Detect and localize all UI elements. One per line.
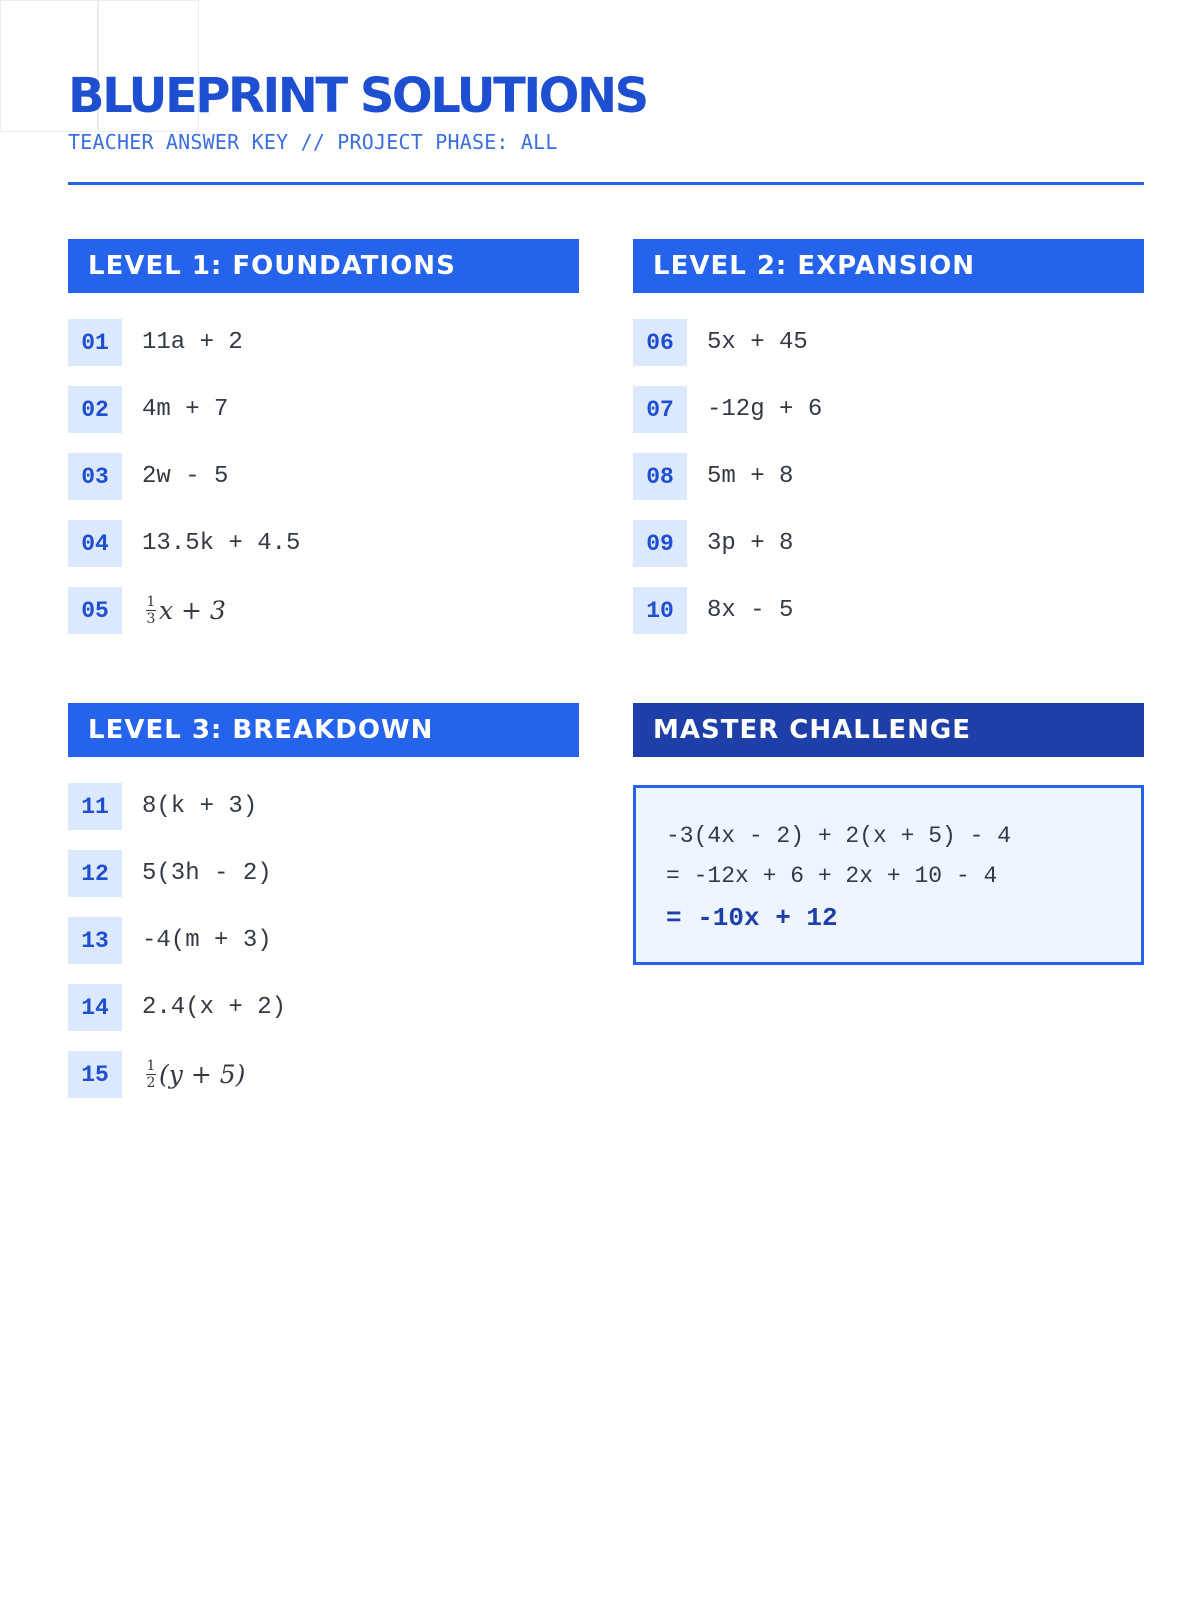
answer-list (633, 319, 1144, 634)
answer-math (146, 1059, 245, 1090)
challenge-step-2: = -12x + 6 + 2x + 10 - 4 (666, 863, 998, 889)
fraction-numerator: 1 (146, 1058, 156, 1074)
answer-item (68, 386, 579, 433)
page-header (68, 60, 1144, 154)
math-expression: x + 3 (159, 596, 226, 625)
answer-text: -4(m + 3) (142, 927, 272, 954)
answer-item (68, 453, 579, 500)
question-number: 03 (68, 453, 122, 500)
question-number: 10 (633, 587, 687, 634)
question-number: 02 (68, 386, 122, 433)
challenge-solution-box (633, 785, 1144, 965)
answer-item (633, 319, 1144, 366)
question-number: 07 (633, 386, 687, 433)
section-level-1 (68, 239, 579, 654)
section-level-2 (633, 239, 1144, 654)
answer-text: 2.4(x + 2) (142, 994, 287, 1021)
fraction-denominator: 2 (146, 1075, 156, 1091)
page-subtitle: TEACHER ANSWER KEY // PROJECT PHASE: ALL (68, 130, 558, 154)
fraction (146, 595, 156, 626)
answer-math (146, 595, 226, 626)
fraction-numerator: 1 (146, 594, 156, 610)
answer-item (633, 453, 1144, 500)
header-divider (68, 182, 1144, 185)
answer-item (633, 587, 1144, 634)
challenge-final-answer: = -10x + 12 (666, 903, 838, 933)
answer-item (68, 984, 579, 1031)
answer-text: 5m + 8 (707, 463, 794, 490)
question-number: 13 (68, 917, 122, 964)
question-number: 11 (68, 783, 122, 830)
section-heading: LEVEL 2: EXPANSION (633, 239, 1144, 293)
question-number: 08 (633, 453, 687, 500)
answer-text: 11a + 2 (142, 329, 243, 356)
challenge-step-1: -3(4x - 2) + 2(x + 5) - 4 (666, 823, 1012, 849)
answer-text: 3p + 8 (707, 530, 794, 557)
answer-text: 5x + 45 (707, 329, 808, 356)
answer-item (68, 850, 579, 897)
question-number: 14 (68, 984, 122, 1031)
math-expression: (y + 5) (159, 1060, 246, 1089)
answer-item (68, 319, 579, 366)
answer-item (68, 783, 579, 830)
answer-list (68, 319, 579, 634)
answer-text: 8(k + 3) (142, 793, 258, 820)
answer-item (68, 520, 579, 567)
section-level-3 (68, 703, 579, 1118)
answer-list (68, 783, 579, 1098)
section-heading: LEVEL 1: FOUNDATIONS (68, 239, 579, 293)
question-number: 05 (68, 587, 122, 634)
answer-text: 4m + 7 (142, 396, 229, 423)
answer-item (68, 917, 579, 964)
answer-item (633, 386, 1144, 433)
answer-text: 2w - 5 (142, 463, 229, 490)
answer-text: 8x - 5 (707, 597, 794, 624)
fraction (146, 1059, 156, 1090)
answer-text: 5(3h - 2) (142, 860, 272, 887)
answer-text: 13.5k + 4.5 (142, 530, 301, 557)
question-number: 12 (68, 850, 122, 897)
question-number: 06 (633, 319, 687, 366)
answer-item (68, 1051, 579, 1098)
question-number: 01 (68, 319, 122, 366)
question-number: 15 (68, 1051, 122, 1098)
answer-text: -12g + 6 (707, 396, 823, 423)
question-number: 04 (68, 520, 122, 567)
answer-item (633, 520, 1144, 567)
question-number: 09 (633, 520, 687, 567)
page-title: BLUEPRINT SOLUTIONS (68, 68, 647, 124)
section-heading: LEVEL 3: BREAKDOWN (68, 703, 579, 757)
answer-item (68, 587, 579, 634)
section-master-challenge (633, 703, 1144, 965)
section-heading: MASTER CHALLENGE (633, 703, 1144, 757)
fraction-denominator: 3 (146, 611, 156, 627)
